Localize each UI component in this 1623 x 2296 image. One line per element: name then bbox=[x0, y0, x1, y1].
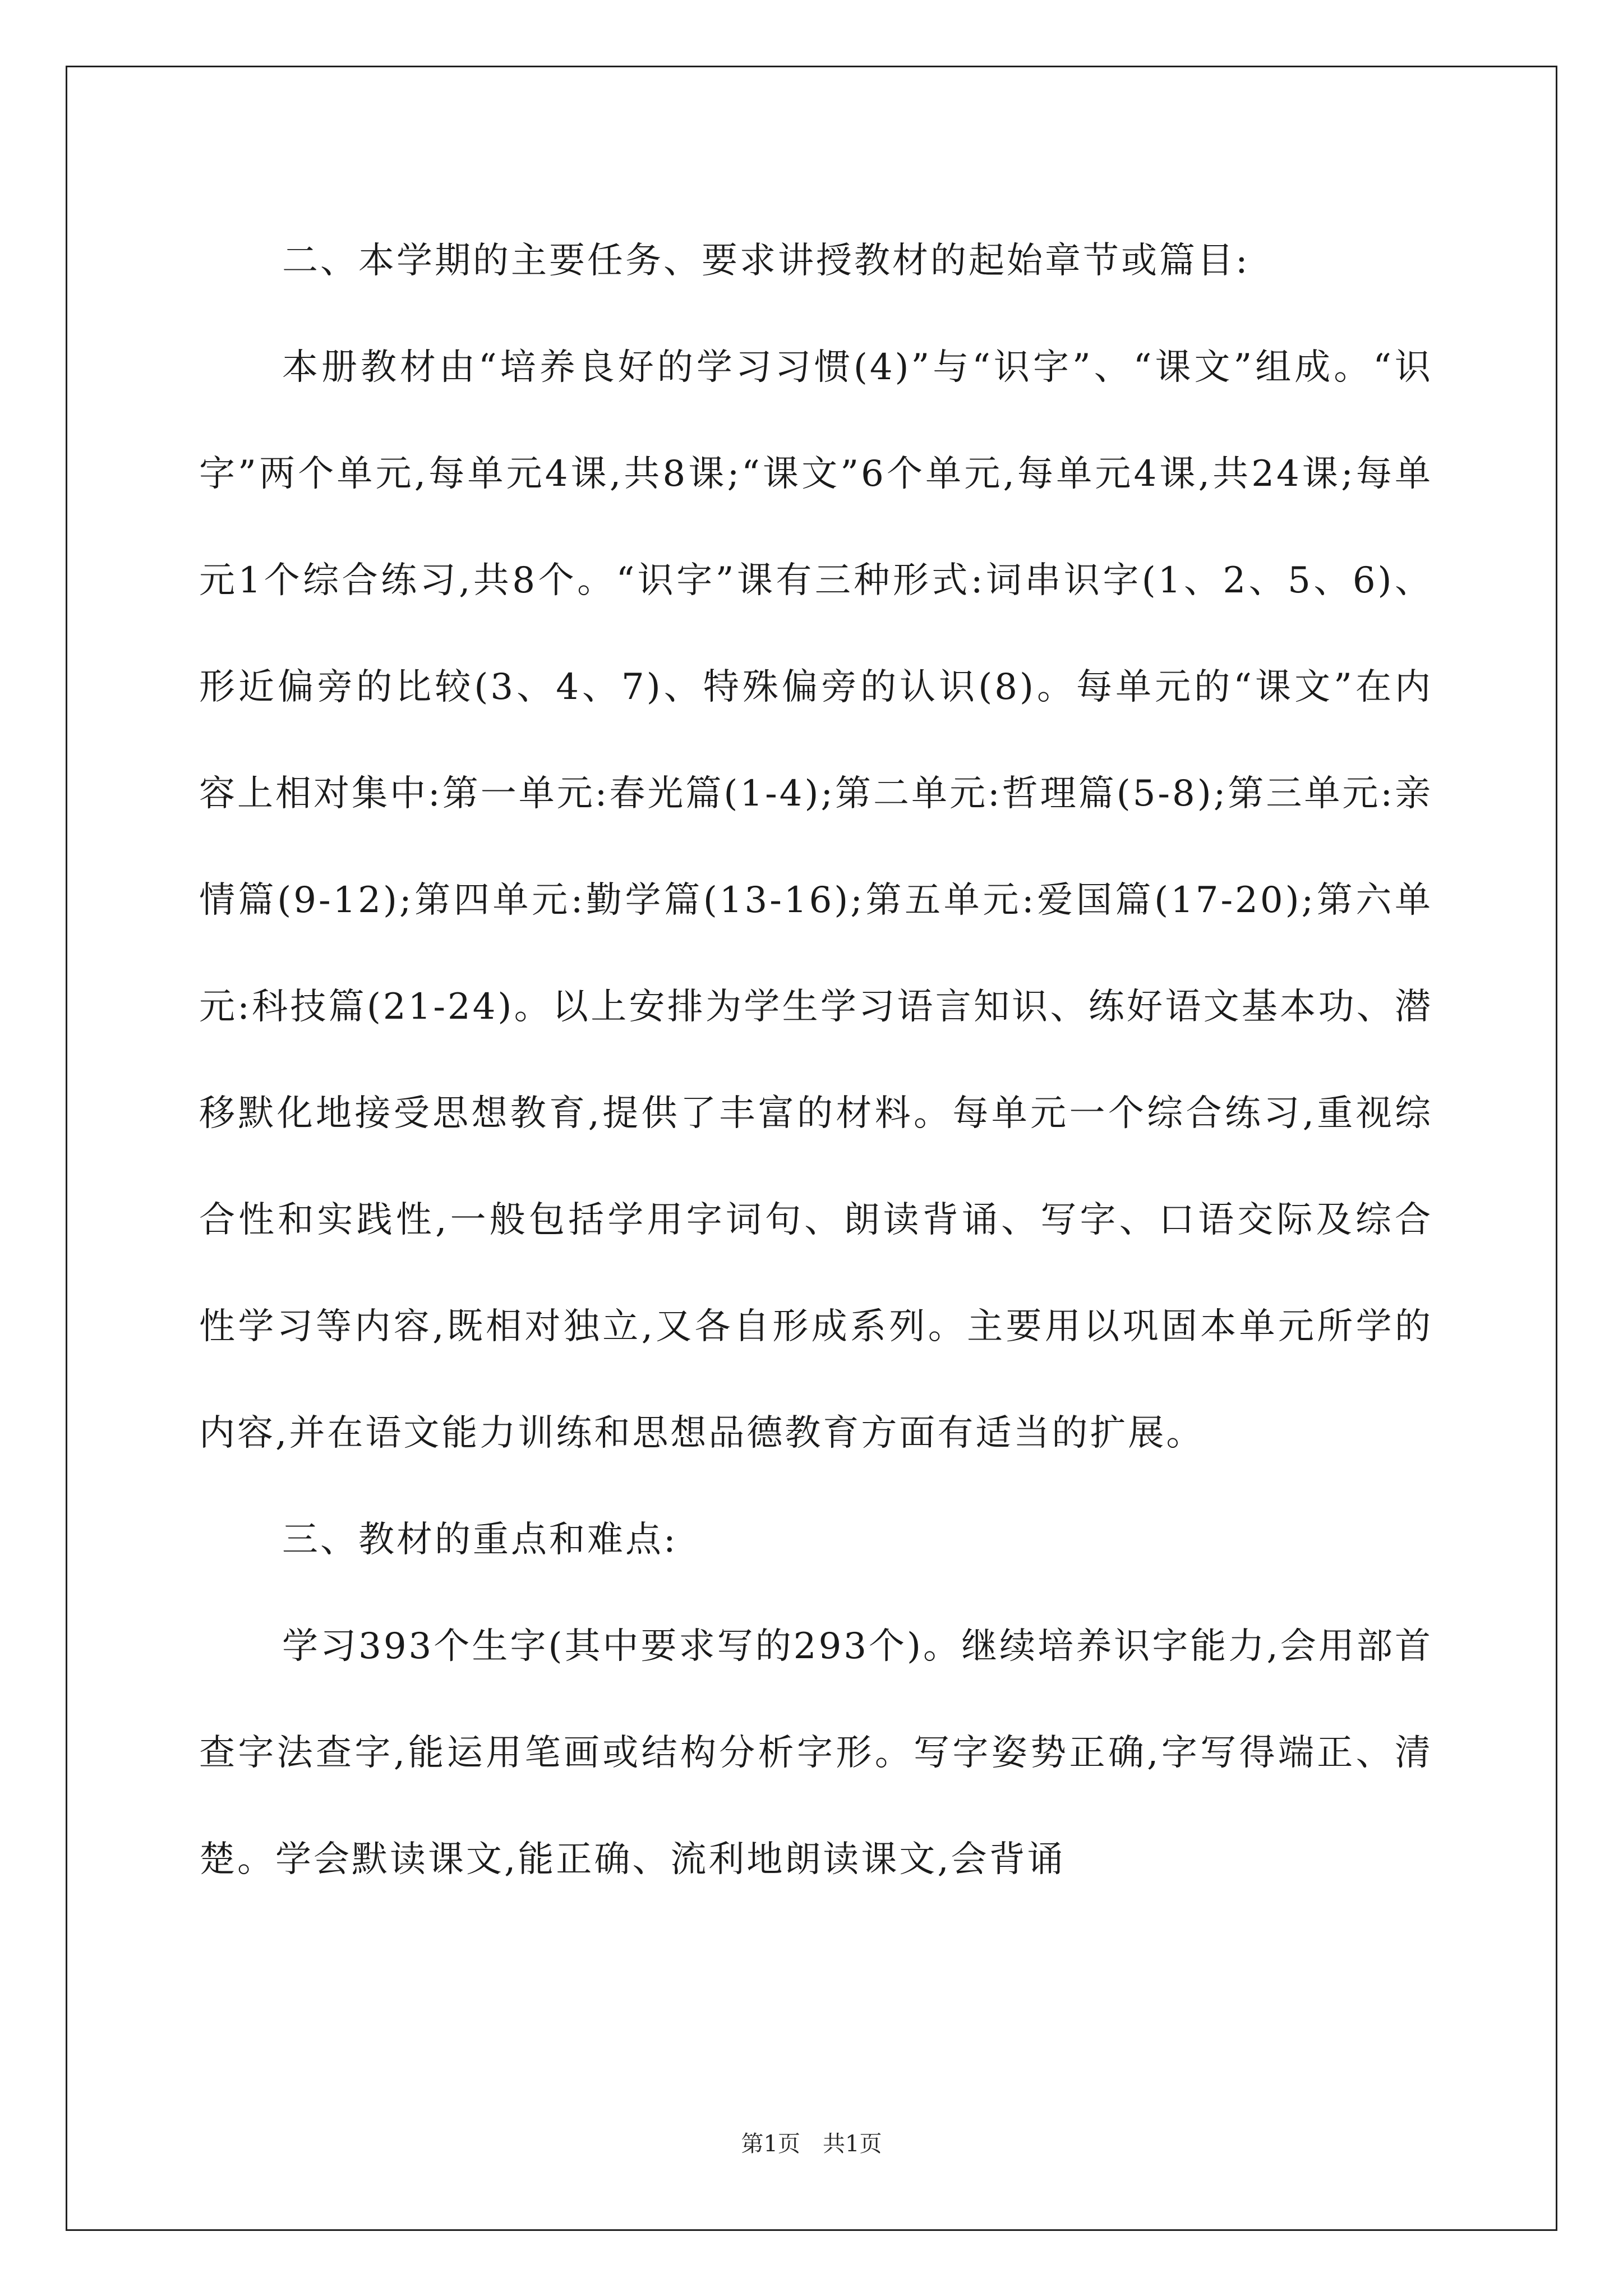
section-heading-tasks: 二、本学期的主要任务、要求讲授教材的起始章节或篇目: bbox=[282, 240, 1250, 282]
section-heading-key-points: 三、教材的重点和难点: bbox=[282, 1519, 678, 1561]
paragraph-textbook-overview: 本册教材由“培养良好的学习习惯(4)”与“识字”、“课文”组成。“识字”两个单元,每单元4课,共8课;“课文”6个单元,每单元4课,共24课;每单元1个综合练习,共8个。“识字”课有三种形式:词串识字(1、2、5、6)、形近偏旁的比较(3、4、7)、特殊偏旁的认识(8)。每单元的“课文”在内容上相对集中:第一单元:春光篇(1-4);第二单元:哲理篇(5-8);第三单元:亲情篇(9-12);第四单元:勤学篇(13-16);第五单元:爱国篇(17-20);第六单元:科技篇(21-24)。以上安排为学生学习语言知识、练好语文基本功、潜移默化地接受思想教育,提供了丰富的材料。每单元一个综合练习,重视综合性和实践性,一般包括学用字词句、朗读背诵、写字、口语交际及综合性学习等内容,既相对独立,又各自形成系列。主要用以巩固本单元所学的内容,并在语文能力训练和思想品德教育方面有适当的扩展。 bbox=[199, 347, 1433, 1454]
document-body bbox=[199, 208, 1433, 1913]
page-footer: 第1页 共1页 bbox=[741, 2131, 882, 2157]
paragraph-learning-goals: 学习393个生字(其中要求写的293个)。继续培养识字能力,会用部首查字法查字,能运用笔画或结构分析字形。写字姿势正确,字写得端正、清楚。学会默读课文,能正确、流利地朗读课文,会背诵 bbox=[199, 1626, 1433, 1880]
